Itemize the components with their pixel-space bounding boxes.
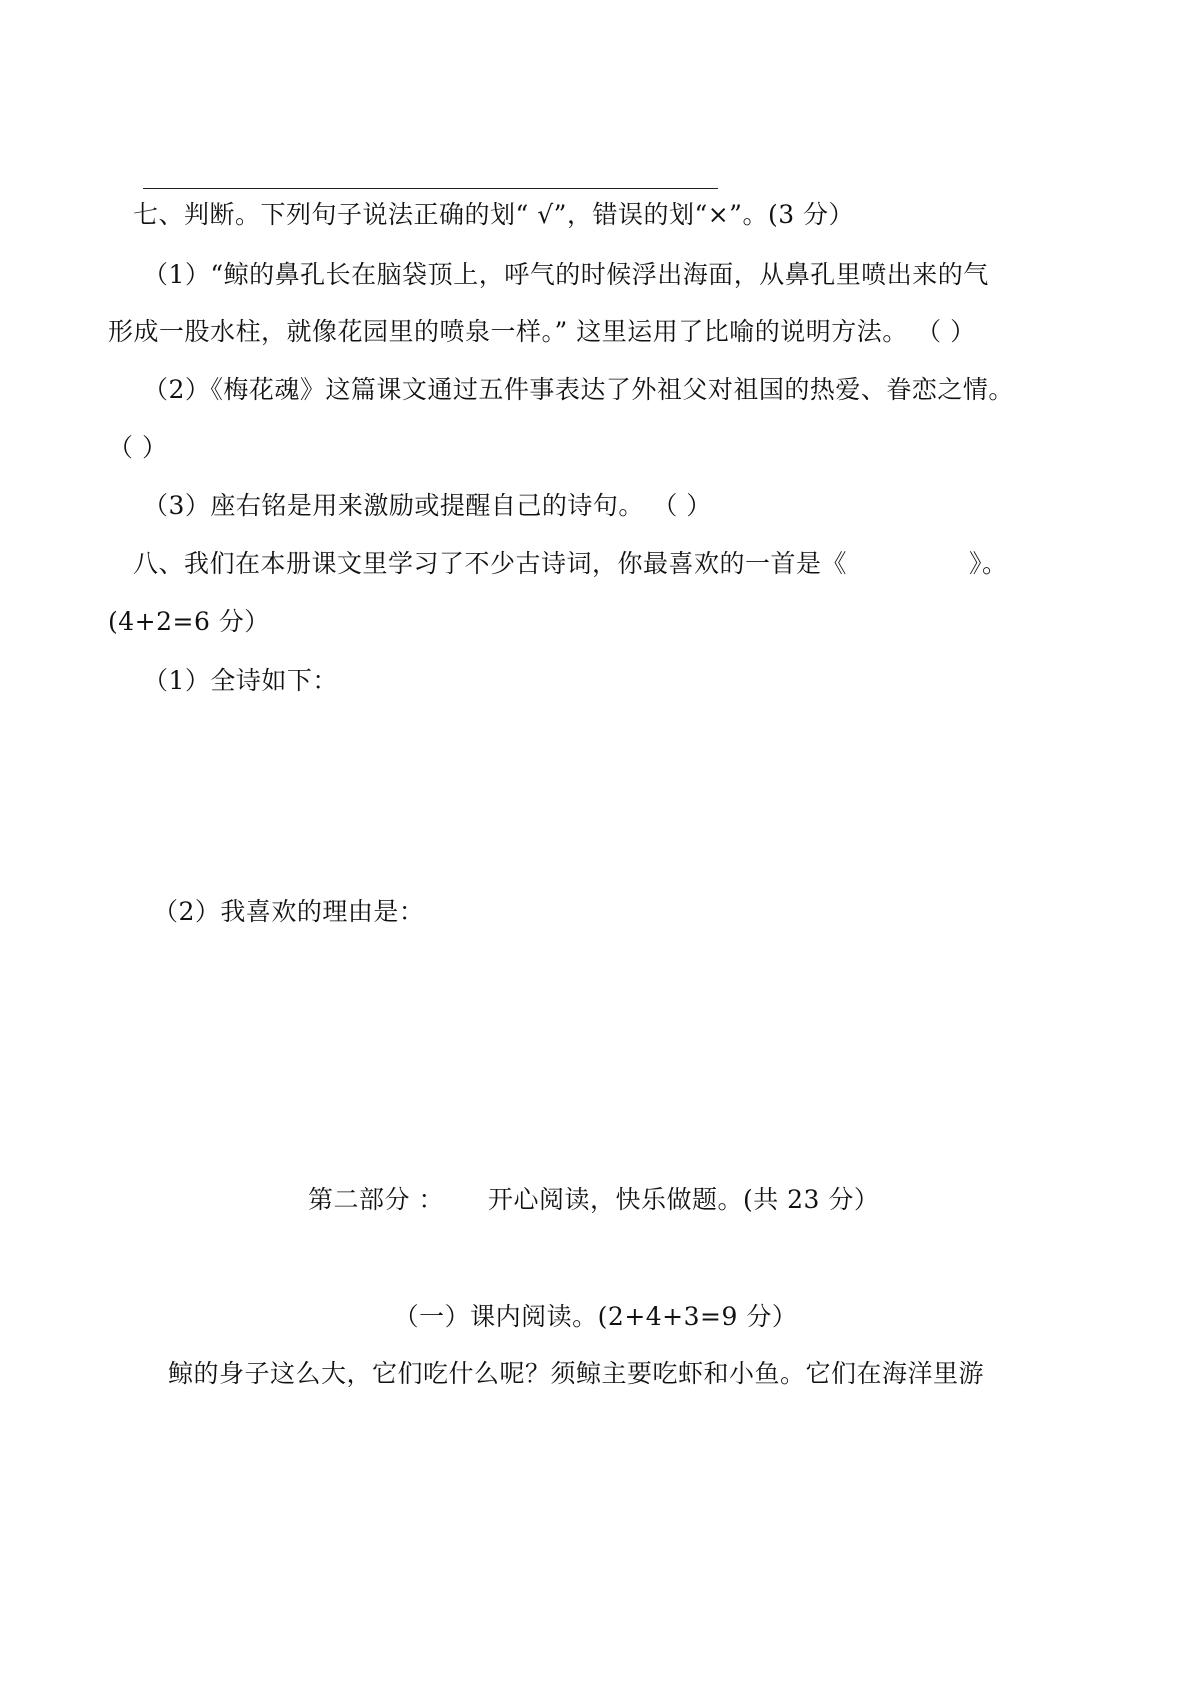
q7-item1-line2: 形成一股水柱，就像花园里的喷泉一样。” 这里运用了比喻的说明方法。 （ ） — [108, 317, 976, 346]
q8-sub2: （2）我喜欢的理由是： — [153, 897, 425, 926]
section1-title: （一）课内阅读。(2+4+3=9 分） — [393, 1302, 798, 1331]
q8-heading-left: 八、我们在本册课文里学习了不少古诗词，你最喜欢的一首是《 — [133, 549, 848, 578]
q8-heading — [133, 548, 1008, 580]
q7-heading: 七、判断。下列句子说法正确的划“ √”，错误的划“×”。(3 分） — [133, 200, 855, 229]
q7-item2-line2: （ ） — [108, 433, 168, 462]
q7-item3: （3）座右铭是用来激励或提醒自己的诗句。 （ ） — [143, 491, 712, 520]
answer-underline — [143, 188, 718, 189]
part2-title — [308, 1184, 879, 1216]
q7-item1-line1: （1）“鲸的鼻孔长在脑袋顶上，呼气的时候浮出海面，从鼻孔里喷出来的气 — [143, 260, 989, 289]
q8-sub1: （1）全诗如下： — [143, 666, 338, 695]
part2-title-left: 第二部分 ： — [308, 1185, 444, 1214]
section1-passage-line1: 鲸的身子这么大，它们吃什么呢？须鲸主要吃虾和小鱼。它们在海洋里游 — [168, 1359, 985, 1388]
q8-score: (4+2=6 分） — [108, 607, 270, 636]
part2-title-right: 开心阅读，快乐做题。(共 23 分） — [487, 1185, 880, 1214]
q8-heading-right: 》。 — [969, 549, 1008, 578]
q7-item2-line1: （2）《梅花魂》这篇课文通过五件事表达了外祖父对祖国的热爱、眷恋之情。 — [143, 375, 1014, 404]
